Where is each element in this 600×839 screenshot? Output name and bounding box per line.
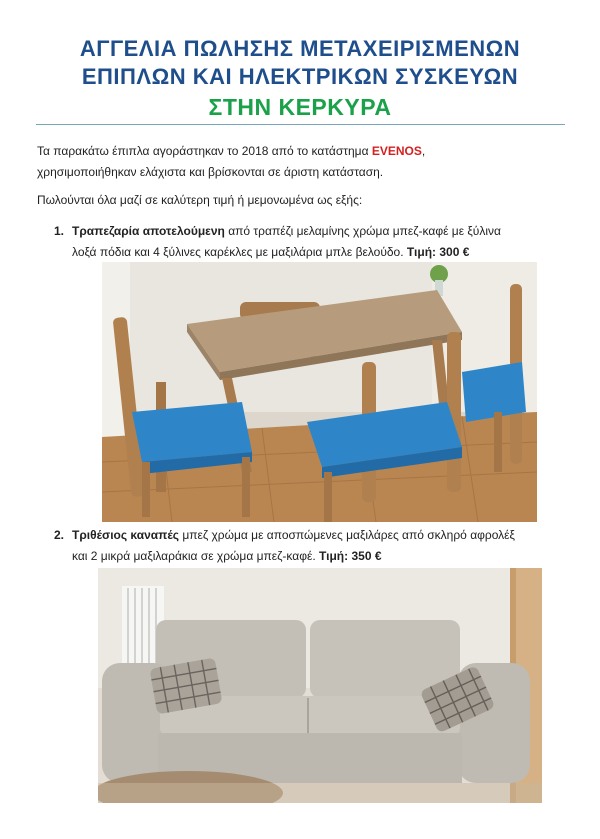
intro-text: Τα παρακάτω έπιπλα αγοράστηκαν το 2018 από το κατάστημα xyxy=(37,144,372,158)
item-desc-2: και 2 μικρά μαξιλαράκια σε χρώμα μπεζ-καφέ. xyxy=(72,549,320,563)
sofa-photo xyxy=(98,568,542,803)
item-desc: μπεζ χρώμα με αποσπώμενες μαξιλάρες από σκληρό αφρολέξ xyxy=(179,528,515,542)
heading-line-1: ΑΓΓΕΛΙΑ ΠΩΛΗΣΗΣ ΜΕΤΑΧΕΙΡΙΣΜΕΝΩΝ xyxy=(79,36,521,61)
item-price: Τιμή: 300 € xyxy=(406,245,470,259)
intro-comma: , xyxy=(421,144,426,158)
item-number: 1. xyxy=(54,224,65,238)
list-item-sofa xyxy=(54,525,554,567)
store-brand: EVENOS xyxy=(371,144,422,158)
intro-line-2: χρησιμοποιήθηκαν ελάχιστα και βρίσκονται σε άριστη κατάσταση. xyxy=(37,165,384,179)
heading-line-2: ΕΠΙΠΛΩΝ ΚΑΙ ΗΛΕΚΤΡΙΚΩΝ ΣΥΣΚΕΥΩΝ xyxy=(81,64,519,89)
item-price: Τιμή: 350 € xyxy=(319,549,382,563)
item-name: Τραπεζαρία αποτελούμενη xyxy=(72,224,225,238)
item-name: Τριθέσιος καναπές xyxy=(72,528,179,542)
item-desc-2: λοξά πόδια και 4 ξύλινες καρέκλες με μαξιλάρια μπλε βελούδο. xyxy=(72,245,407,259)
item-desc: από τραπέζι μελαμίνης χρώμα μπεζ-καφέ με ξύλινα xyxy=(224,224,501,238)
dining-set-photo xyxy=(102,262,537,522)
heading-divider xyxy=(36,124,565,125)
heading-line-3: ΣΤΗΝ ΚΕΡΚΥΡΑ xyxy=(208,94,392,120)
intro-line-1 xyxy=(37,141,567,162)
list-item-dining-set xyxy=(54,221,554,263)
intro-line-3: Πωλούνται όλα μαζί σε καλύτερη τιμή ή μεμονωμένα ως εξής: xyxy=(37,193,363,207)
item-number: 2. xyxy=(54,528,65,542)
